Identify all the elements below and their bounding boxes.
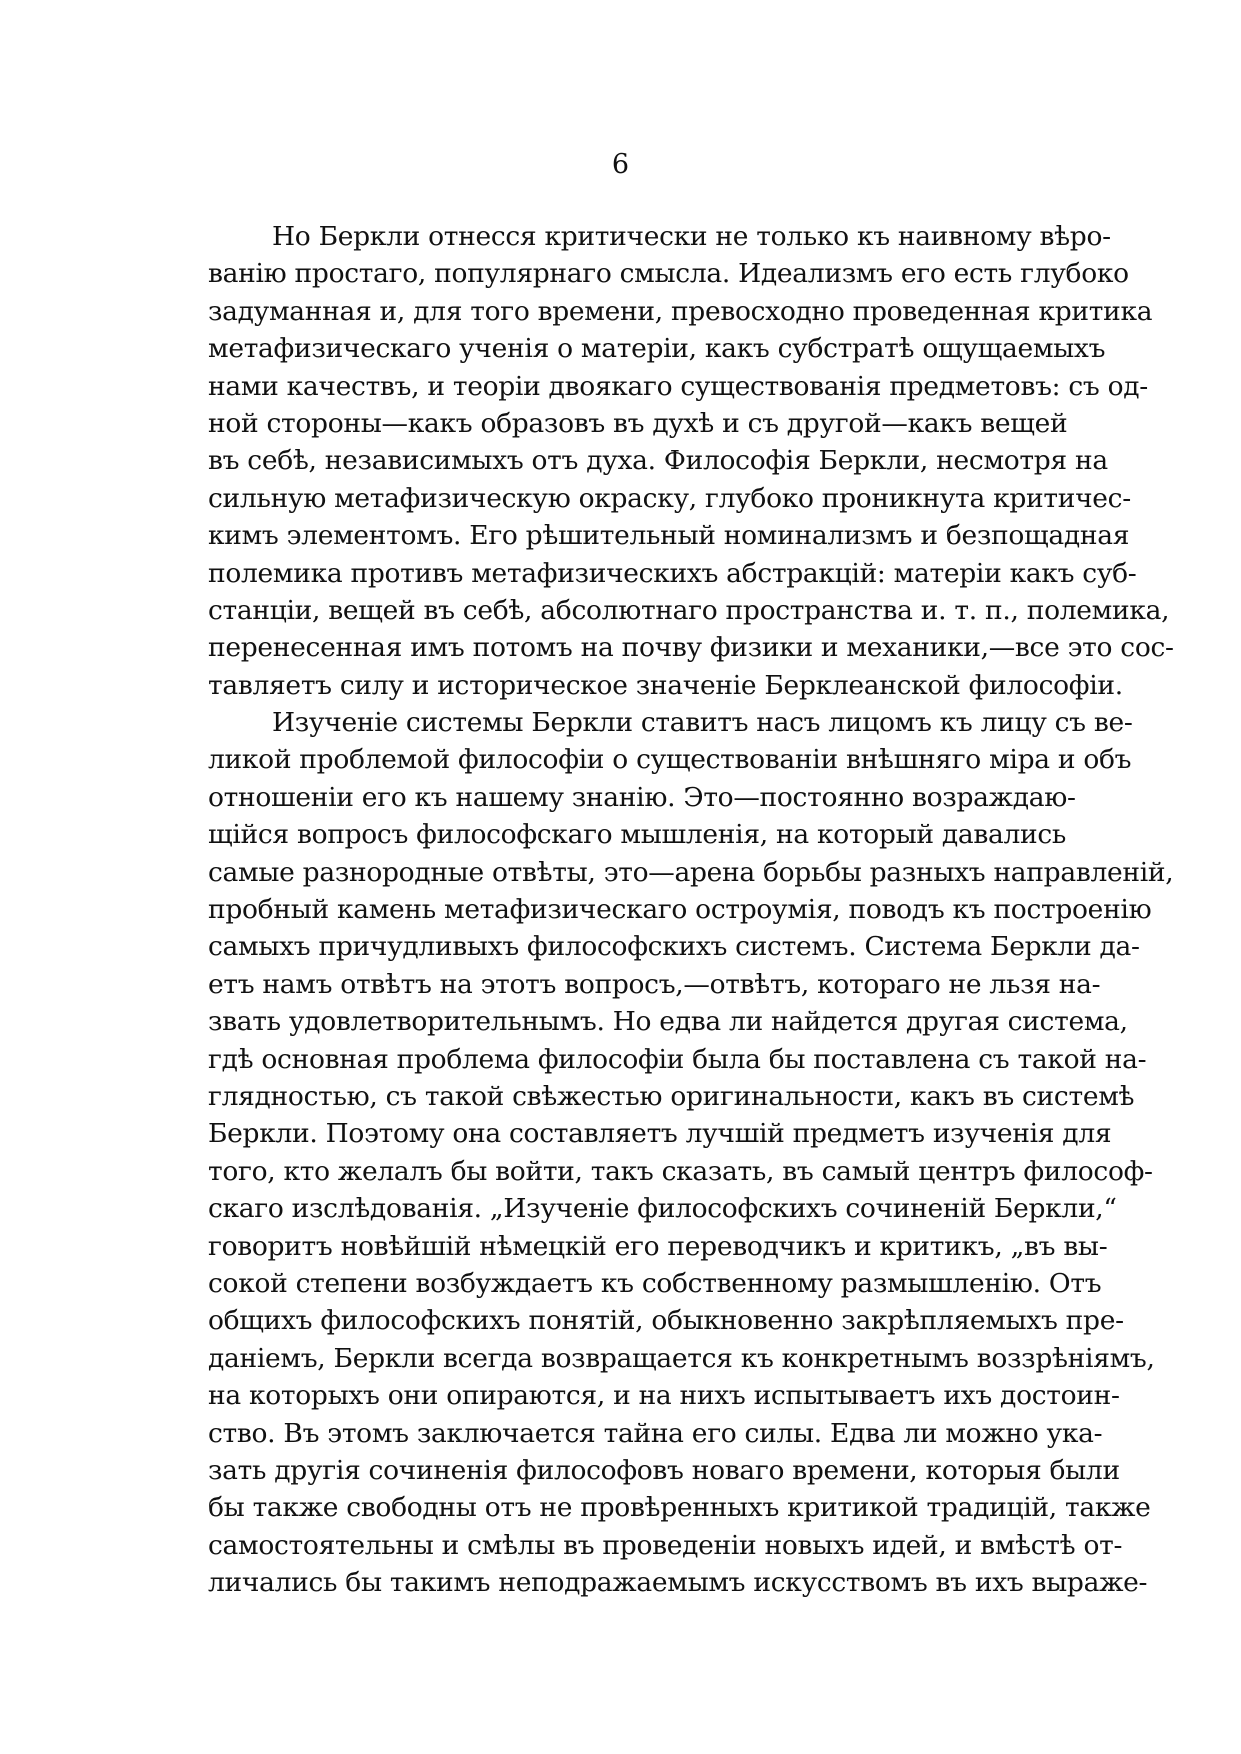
text-line: бы также свободны отъ не провѣренныхъ критикой традицій, также <box>208 1492 1151 1524</box>
text-line: кимъ элементомъ. Его рѣшительный номинализмъ и безпощадная <box>208 520 1130 552</box>
text-line: Но Беркли отнесся критически не только къ наивному вѣро- <box>272 221 1111 252</box>
text-line: отношеніи его къ нашему знанію. Это—постоянно возраждаю- <box>208 781 1076 813</box>
text-line: сильную метафизическую окраску, глубоко проникнута критичес- <box>208 482 1131 514</box>
text-line: общихъ философскихъ понятій, обыкновенно закрѣпляемыхъ пре- <box>208 1305 1124 1337</box>
text-line: звать удовлетворительнымъ. Но едва ли найдется другая система, <box>208 1006 1128 1038</box>
text-line: етъ намъ отвѣтъ на этотъ вопросъ,—отвѣтъ, котораго не льзя на- <box>208 968 1101 1000</box>
text-line: станціи, вещей въ себѣ, абсолютнаго пространства и. т. п., полемика, <box>208 594 1170 626</box>
text-line: ной стороны—какъ образовъ въ духѣ и съ другой—какъ вещей <box>208 407 1068 439</box>
text-line: самые разнородные отвѣты, это—арена борьбы разныхъ направленій, <box>208 856 1174 888</box>
text-line: даніемъ, Беркли всегда возвращается къ конкретнымъ воззрѣніямъ, <box>208 1342 1155 1374</box>
text-line: нами качествъ, и теоріи двоякаго существованія предметовъ: съ од- <box>208 370 1148 402</box>
text-line: сокой степени возбуждаетъ къ собственному размышленію. Отъ <box>208 1267 1102 1299</box>
text-line: скаго изслѣдованія. „Изученіе философскихъ сочиненій Беркли,“ <box>208 1193 1117 1225</box>
text-line: ванію простаго, популярнаго смысла. Идеализмъ его есть глубоко <box>208 258 1129 290</box>
text-line: щійся вопросъ философскаго мышленія, на который давались <box>208 819 1067 851</box>
text-line: задуманная и, для того времени, превосходно проведенная критика <box>208 295 1153 327</box>
text-line: говоритъ новѣйшій нѣмецкій его переводчикъ и критикъ, „въ вы- <box>208 1230 1108 1262</box>
paragraph <box>208 218 1174 704</box>
text-line: пробный камень метафизическаго остроумія, поводъ къ построенію <box>208 894 1152 926</box>
text-line: того, кто желалъ бы войти, такъ сказать, въ самый центръ философ- <box>208 1155 1153 1187</box>
text-line: на которыхъ они опираются, и на нихъ испытываетъ ихъ достоин- <box>208 1380 1120 1412</box>
text-line: перенесенная имъ потомъ на почву физики и механики,—все это сос- <box>208 632 1174 664</box>
text-line: ство. Въ этомъ заключается тайна его силы. Едва ли можно ука- <box>208 1417 1103 1449</box>
text-line: зать другія сочиненія философовъ новаго времени, которыя были <box>208 1454 1120 1486</box>
text-line: тавляетъ силу и историческое значеніе Берклеанской философіи. <box>208 669 1123 701</box>
text-line: метафизическаго ученія о матеріи, какъ субстратѣ ощущаемыхъ <box>208 333 1106 365</box>
text-line: полемика противъ метафизическихъ абстракцій: матеріи какъ суб- <box>208 557 1137 589</box>
text-line: глядностью, съ такой свѣжестью оригинальности, какъ въ системѣ <box>208 1080 1135 1112</box>
paragraph <box>208 704 1174 1601</box>
text-line: самыхъ причудливыхъ философскихъ системъ. Система Беркли да- <box>208 931 1140 963</box>
text-line: Изученіе системы Беркли ставитъ насъ лицомъ къ лицу съ ве- <box>272 707 1133 739</box>
text-line: гдѣ основная проблема философіи была бы поставлена съ такой на- <box>208 1043 1147 1075</box>
text-line: личались бы такимъ неподражаемымъ искусствомъ въ ихъ выраже- <box>208 1567 1148 1599</box>
page-number: 6 <box>611 149 630 180</box>
body-text <box>208 218 1174 1601</box>
text-line: Беркли. Поэтому она составляетъ лучшій предметъ изученія для <box>208 1118 1112 1150</box>
text-line: самостоятельны и смѣлы въ проведеніи новыхъ идей, и вмѣстѣ от- <box>208 1529 1123 1561</box>
text-line: ликой проблемой философіи о существованіи внѣшняго міра и объ <box>208 744 1132 776</box>
text-line: въ себѣ, независимыхъ отъ духа. Философія Беркли, несмотря на <box>208 445 1108 477</box>
